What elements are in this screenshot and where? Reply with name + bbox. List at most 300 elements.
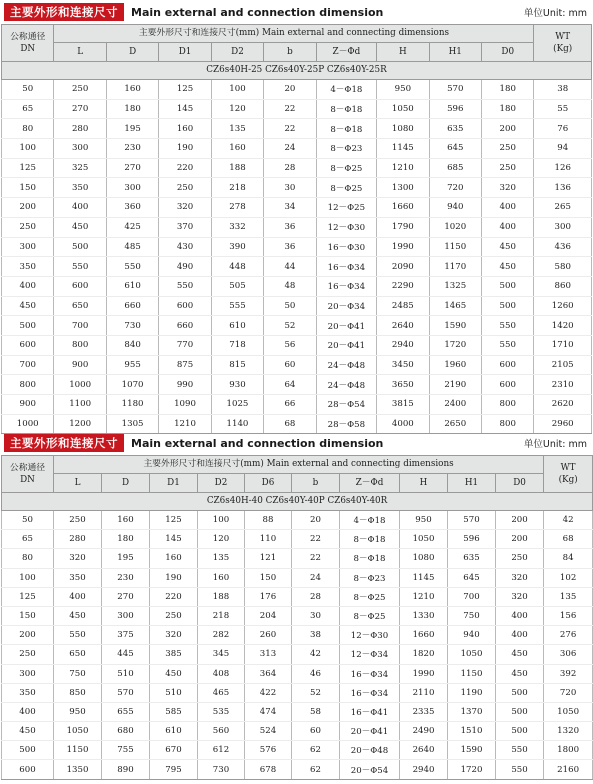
table-cell: 430 <box>159 237 211 257</box>
table-cell: 16－Φ41 <box>340 702 400 721</box>
table-row <box>2 99 592 119</box>
table-cell: 2400 <box>429 395 481 415</box>
table-cell: 1000 <box>54 375 106 395</box>
table-row <box>2 257 592 277</box>
table-cell: 660 <box>159 316 211 336</box>
table-cell: 955 <box>106 355 158 375</box>
table-cell: 450 <box>2 722 54 741</box>
table-cell: 950 <box>377 80 429 100</box>
table-cell: 422 <box>245 683 292 702</box>
table-cell: 2110 <box>400 683 448 702</box>
table-cell: 370 <box>159 217 211 237</box>
table-cell: 300 <box>2 664 54 683</box>
table-cell: 600 <box>54 276 106 296</box>
weight-header <box>544 456 593 493</box>
table-cell: 270 <box>54 99 106 119</box>
table-cell: 60 <box>292 722 340 741</box>
table-cell: 300 <box>54 139 106 159</box>
table-cell: 8－Φ23 <box>316 139 377 159</box>
table-cell: 400 <box>2 702 54 721</box>
table-cell: 1590 <box>429 316 481 336</box>
table-cell: 555 <box>211 296 263 316</box>
table-cell: 950 <box>400 511 448 530</box>
table-row <box>2 355 592 375</box>
table-cell: 718 <box>211 335 263 355</box>
table-cell: 610 <box>211 316 263 336</box>
table-cell: 485 <box>106 237 158 257</box>
table-cell: 770 <box>159 335 211 355</box>
table-cell: 450 <box>150 664 198 683</box>
table-cell: 500 <box>2 741 54 760</box>
table-cell: 200 <box>482 119 534 139</box>
table-cell: 62 <box>292 741 340 760</box>
table-cell: 8－Φ23 <box>340 568 400 587</box>
table-cell: 30 <box>292 606 340 625</box>
table-cell: 8－Φ18 <box>340 530 400 549</box>
table-cell: 1210 <box>400 587 448 606</box>
table-cell: 450 <box>54 217 106 237</box>
table-cell: 550 <box>159 276 211 296</box>
table-cell: 1140 <box>211 414 263 434</box>
table-cell: 1660 <box>400 626 448 645</box>
table-cell: 38 <box>292 626 340 645</box>
table-cell: 600 <box>482 355 534 375</box>
table-cell: 320 <box>496 587 544 606</box>
table-cell: 200 <box>496 530 544 549</box>
table-row <box>2 587 593 606</box>
table-cell: 44 <box>264 257 316 277</box>
table-row <box>2 178 592 198</box>
table-cell: 8－Φ25 <box>316 158 377 178</box>
table-cell: 94 <box>534 139 592 159</box>
table-cell: 28－Φ54 <box>316 395 377 415</box>
table-cell: 125 <box>2 158 54 178</box>
table-cell: 600 <box>159 296 211 316</box>
table-cell: 250 <box>482 158 534 178</box>
table-cell: 610 <box>150 722 198 741</box>
table-cell: 36 <box>264 237 316 257</box>
table-cell: 200 <box>496 511 544 530</box>
table-cell: 48 <box>264 276 316 296</box>
table-cell: 900 <box>54 355 106 375</box>
weight-label: WT <box>560 463 576 473</box>
table-row <box>2 722 593 741</box>
table-cell: 22 <box>292 530 340 549</box>
dn-label-en: DN <box>20 44 36 54</box>
section-title-cn: 主要外形和连接尺寸 <box>4 3 124 21</box>
weight-label: WT <box>555 32 571 42</box>
table-cell: 685 <box>429 158 481 178</box>
column-header: D <box>102 474 150 493</box>
table-cell: 612 <box>198 741 245 760</box>
table-cell: 436 <box>534 237 592 257</box>
table-cell: 160 <box>198 568 245 587</box>
table-cell: 510 <box>150 683 198 702</box>
table-cell: 655 <box>102 702 150 721</box>
table-cell: 102 <box>544 568 593 587</box>
table-cell: 320 <box>150 626 198 645</box>
column-header: D6 <box>245 474 292 493</box>
weight-header <box>534 25 592 62</box>
table-cell: 795 <box>150 760 198 779</box>
table-body <box>2 511 593 780</box>
table-cell: 12－Φ30 <box>340 626 400 645</box>
column-header: b <box>292 474 340 493</box>
table-cell: 160 <box>102 511 150 530</box>
table-cell: 2160 <box>544 760 593 779</box>
table-row <box>2 568 593 587</box>
column-header-row <box>2 43 592 62</box>
table-cell: 8－Φ25 <box>340 587 400 606</box>
table-cell: 800 <box>482 414 534 434</box>
table-cell: 4000 <box>377 414 429 434</box>
table-cell: 135 <box>198 549 245 568</box>
table-row <box>2 395 592 415</box>
table-cell: 2485 <box>377 296 429 316</box>
table-cell: 550 <box>54 626 102 645</box>
table-cell: 180 <box>102 530 150 549</box>
table-cell: 425 <box>106 217 158 237</box>
dimension-table <box>1 24 592 434</box>
table-cell: 1960 <box>429 355 481 375</box>
table-cell: 20－Φ48 <box>340 741 400 760</box>
table-cell: 125 <box>150 511 198 530</box>
table-cell: 1800 <box>544 741 593 760</box>
table-cell: 950 <box>54 702 102 721</box>
table-cell: 1150 <box>429 237 481 257</box>
table-cell: 1050 <box>544 702 593 721</box>
table-cell: 3815 <box>377 395 429 415</box>
table-cell: 1145 <box>377 139 429 159</box>
table-cell: 2960 <box>534 414 592 434</box>
table-cell: 250 <box>2 645 54 664</box>
table-cell: 500 <box>54 237 106 257</box>
table-cell: 160 <box>150 549 198 568</box>
section-title-en: Main external and connection dimension <box>131 5 384 19</box>
table-cell: 20－Φ41 <box>316 335 377 355</box>
table-cell: 510 <box>102 664 150 683</box>
table-cell: 313 <box>245 645 292 664</box>
section-header <box>0 431 593 455</box>
table-cell: 990 <box>159 375 211 395</box>
table-body <box>2 80 592 434</box>
weight-unit: (Kg) <box>558 475 578 485</box>
dimension-table <box>1 455 593 780</box>
table-cell: 524 <box>245 722 292 741</box>
table-row <box>2 198 592 218</box>
table-cell: 860 <box>534 276 592 296</box>
table-cell: 465 <box>198 683 245 702</box>
table-cell: 20－Φ41 <box>316 316 377 336</box>
column-header: L <box>54 43 106 62</box>
table-cell: 600 <box>2 335 54 355</box>
column-header: D2 <box>198 474 245 493</box>
table-cell: 20 <box>264 80 316 100</box>
table-cell: 550 <box>106 257 158 277</box>
table-cell: 1180 <box>106 395 158 415</box>
table-cell: 16－Φ34 <box>340 664 400 683</box>
dn-label-en: DN <box>20 475 35 485</box>
table-cell: 50 <box>2 80 54 100</box>
table-cell: 24－Φ48 <box>316 375 377 395</box>
table-cell: 680 <box>102 722 150 741</box>
table-cell: 840 <box>106 335 158 355</box>
table-cell: 450 <box>496 645 544 664</box>
table-cell: 535 <box>198 702 245 721</box>
table-cell: 750 <box>448 606 496 625</box>
table-cell: 1720 <box>429 335 481 355</box>
table-cell: 700 <box>448 587 496 606</box>
table-row <box>2 664 593 683</box>
table-cell: 645 <box>448 568 496 587</box>
table-cell: 58 <box>292 702 340 721</box>
column-header: Z－Φd <box>316 43 377 62</box>
table-cell: 350 <box>2 257 54 277</box>
table-cell: 24 <box>264 139 316 159</box>
table-cell: 282 <box>198 626 245 645</box>
table-cell: 350 <box>54 568 102 587</box>
table-cell: 580 <box>534 257 592 277</box>
table-cell: 940 <box>429 198 481 218</box>
table-cell: 156 <box>544 606 593 625</box>
table-cell: 400 <box>482 198 534 218</box>
table-cell: 1990 <box>377 237 429 257</box>
main-dimensions-header: 主要外形尺寸和连接尺寸(mm) Main external and connecting dimensions <box>54 25 534 43</box>
dimension-section-pn40 <box>0 431 593 780</box>
table-cell: 280 <box>54 530 102 549</box>
table-cell: 1350 <box>54 760 102 779</box>
table-cell: 135 <box>211 119 263 139</box>
table-cell: 930 <box>211 375 263 395</box>
table-cell: 38 <box>534 80 592 100</box>
table-cell: 660 <box>106 296 158 316</box>
table-cell: 135 <box>544 587 593 606</box>
table-cell: 278 <box>211 198 263 218</box>
table-cell: 260 <box>245 626 292 645</box>
dn-header <box>2 456 54 493</box>
table-row <box>2 316 592 336</box>
table-cell: 815 <box>211 355 263 375</box>
table-cell: 55 <box>534 99 592 119</box>
column-header: D0 <box>482 43 534 62</box>
table-cell: 276 <box>544 626 593 645</box>
table-cell: 550 <box>482 335 534 355</box>
table-cell: 100 <box>2 139 54 159</box>
table-cell: 265 <box>534 198 592 218</box>
table-cell: 190 <box>150 568 198 587</box>
table-cell: 1020 <box>429 217 481 237</box>
column-header: D1 <box>150 474 198 493</box>
table-cell: 125 <box>159 80 211 100</box>
table-cell: 1000 <box>2 414 54 434</box>
table-cell: 16－Φ34 <box>316 276 377 296</box>
table-cell: 300 <box>534 217 592 237</box>
table-cell: 550 <box>496 741 544 760</box>
column-header: D1 <box>159 43 211 62</box>
table-cell: 180 <box>106 99 158 119</box>
table-row <box>2 683 593 702</box>
table-cell: 392 <box>544 664 593 683</box>
main-dimensions-header: 主要外形尺寸和连接尺寸(mm) Main external and connecting dimensions <box>54 456 544 474</box>
table-cell: 250 <box>150 606 198 625</box>
table-cell: 56 <box>264 335 316 355</box>
table-cell: 2290 <box>377 276 429 296</box>
table-cell: 345 <box>198 645 245 664</box>
table-cell: 650 <box>54 296 106 316</box>
table-cell: 145 <box>150 530 198 549</box>
table-cell: 720 <box>544 683 593 702</box>
table-cell: 450 <box>496 664 544 683</box>
section-title-en: Main external and connection dimension <box>131 436 384 450</box>
table-cell: 16－Φ34 <box>316 257 377 277</box>
table-row <box>2 626 593 645</box>
table-cell: 250 <box>159 178 211 198</box>
column-header: D2 <box>211 43 263 62</box>
table-cell: 160 <box>211 139 263 159</box>
table-cell: 678 <box>245 760 292 779</box>
table-cell: 1170 <box>429 257 481 277</box>
table-cell: 22 <box>264 119 316 139</box>
table-cell: 250 <box>54 511 102 530</box>
unit-label: 单位Unit: mm <box>523 439 587 450</box>
table-cell: 670 <box>150 741 198 760</box>
column-header: b <box>264 43 316 62</box>
table-cell: 1305 <box>106 414 158 434</box>
table-cell: 64 <box>264 375 316 395</box>
table-cell: 22 <box>292 549 340 568</box>
table-cell: 80 <box>2 119 54 139</box>
table-cell: 400 <box>482 217 534 237</box>
column-header: H1 <box>448 474 496 493</box>
table-cell: 250 <box>2 217 54 237</box>
table-cell: 505 <box>211 276 263 296</box>
table-cell: 120 <box>198 530 245 549</box>
table-cell: 145 <box>159 99 211 119</box>
table-cell: 570 <box>429 80 481 100</box>
table-cell: 1190 <box>448 683 496 702</box>
table-cell: 400 <box>54 587 102 606</box>
table-cell: 645 <box>429 139 481 159</box>
table-cell: 450 <box>54 606 102 625</box>
table-cell: 88 <box>245 511 292 530</box>
table-cell: 750 <box>54 664 102 683</box>
table-cell: 150 <box>2 178 54 198</box>
table-cell: 20－Φ34 <box>316 296 377 316</box>
column-header: Z－Φd <box>340 474 400 493</box>
table-cell: 12－Φ34 <box>340 645 400 664</box>
table-cell: 136 <box>534 178 592 198</box>
table-cell: 320 <box>482 178 534 198</box>
table-cell: 1050 <box>54 722 102 741</box>
dn-label-cn: 公称通径 <box>9 463 46 473</box>
table-cell: 30 <box>264 178 316 198</box>
table-cell: 34 <box>264 198 316 218</box>
table-cell: 230 <box>106 139 158 159</box>
table-cell: 1420 <box>534 316 592 336</box>
table-cell: 1150 <box>448 664 496 683</box>
table-cell: 16－Φ30 <box>316 237 377 257</box>
table-cell: 550 <box>482 316 534 336</box>
table-cell: 500 <box>496 702 544 721</box>
table-cell: 800 <box>54 335 106 355</box>
table-cell: 20－Φ54 <box>340 760 400 779</box>
table-row <box>2 217 592 237</box>
table-row <box>2 702 593 721</box>
table-cell: 1820 <box>400 645 448 664</box>
table-cell: 52 <box>264 316 316 336</box>
table-cell: 1320 <box>544 722 593 741</box>
table-cell: 650 <box>54 645 102 664</box>
table-cell: 500 <box>496 683 544 702</box>
table-cell: 364 <box>245 664 292 683</box>
table-cell: 50 <box>264 296 316 316</box>
table-cell: 730 <box>106 316 158 336</box>
table-cell: 1465 <box>429 296 481 316</box>
table-cell: 28－Φ58 <box>316 414 377 434</box>
table-cell: 280 <box>54 119 106 139</box>
table-cell: 1200 <box>54 414 106 434</box>
column-header: H <box>400 474 448 493</box>
dn-header <box>2 25 54 62</box>
table-cell: 12－Φ30 <box>316 217 377 237</box>
table-cell: 320 <box>496 568 544 587</box>
table-cell: 3650 <box>377 375 429 395</box>
table-cell: 8－Φ25 <box>316 178 377 198</box>
table-cell: 1025 <box>211 395 263 415</box>
table-cell: 2310 <box>534 375 592 395</box>
dn-label-cn: 公称通径 <box>10 32 46 42</box>
table-row <box>2 276 592 296</box>
table-cell: 250 <box>496 549 544 568</box>
table-cell: 385 <box>150 645 198 664</box>
table-cell: 76 <box>534 119 592 139</box>
table-cell: 576 <box>245 741 292 760</box>
table-cell: 220 <box>150 587 198 606</box>
table-cell: 1300 <box>377 178 429 198</box>
table-cell: 448 <box>211 257 263 277</box>
table-cell: 270 <box>106 158 158 178</box>
table-cell: 250 <box>482 139 534 159</box>
table-cell: 1720 <box>448 760 496 779</box>
column-header: L <box>54 474 102 493</box>
table-cell: 36 <box>264 217 316 237</box>
table-cell: 2640 <box>400 741 448 760</box>
table-cell: 230 <box>102 568 150 587</box>
table-cell: 450 <box>2 296 54 316</box>
table-cell: 46 <box>292 664 340 683</box>
table-cell: 375 <box>102 626 150 645</box>
table-cell: 20－Φ41 <box>340 722 400 741</box>
table-cell: 570 <box>102 683 150 702</box>
table-cell: 160 <box>159 119 211 139</box>
table-cell: 195 <box>102 549 150 568</box>
column-header: H1 <box>429 43 481 62</box>
table-cell: 408 <box>198 664 245 683</box>
table-row <box>2 237 592 257</box>
table-row <box>2 606 593 625</box>
table-cell: 2940 <box>400 760 448 779</box>
table-cell: 585 <box>150 702 198 721</box>
table-row <box>2 549 593 568</box>
table-row <box>2 335 592 355</box>
table-cell: 300 <box>106 178 158 198</box>
table-cell: 350 <box>2 683 54 702</box>
table-cell: 1050 <box>377 99 429 119</box>
section-title-cn: 主要外形和连接尺寸 <box>4 434 124 452</box>
table-cell: 100 <box>2 568 54 587</box>
table-row <box>2 760 593 779</box>
table-cell: 28 <box>264 158 316 178</box>
